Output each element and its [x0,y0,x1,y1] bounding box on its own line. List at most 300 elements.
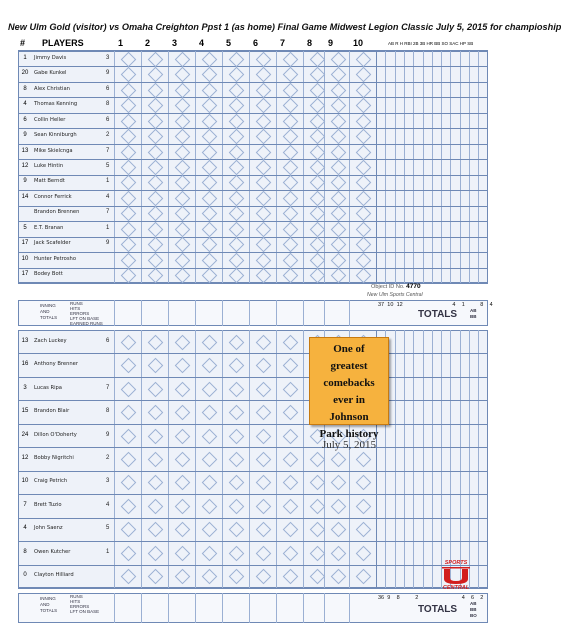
home-summary-stat: 9 [387,595,391,601]
base-diamond [282,268,298,284]
player-position: 4 [106,193,110,200]
base-diamond [174,522,190,538]
base-diamond [309,82,325,98]
base-diamond [255,522,271,538]
player-number: 24 [21,431,29,438]
base-diamond [255,144,271,160]
object-id-label: Object ID No. [371,284,405,290]
base-diamond [147,191,163,207]
base-diamond [282,452,298,468]
base-diamond [228,129,244,145]
visitor-totals-inning-column [349,300,350,326]
base-diamond [147,160,163,176]
player-position: 8 [106,101,110,108]
base-diamond [309,452,325,468]
visitor-lineup-row [18,82,488,98]
base-diamond [282,67,298,83]
base-diamond [147,522,163,538]
base-diamond [147,253,163,269]
base-diamond [282,253,298,269]
visitor-totals-inning-column [141,300,142,326]
base-diamond [201,499,217,515]
base-diamond [228,222,244,238]
visitor-lineup-row [18,113,488,129]
base-diamond [174,358,190,374]
base-diamond [174,405,190,421]
base-diamond [120,405,136,421]
base-diamond [282,160,298,176]
base-diamond [282,381,298,397]
player-position: 7 [106,147,110,154]
player-name: Brandon Brennen [34,209,80,216]
base-diamond [255,160,271,176]
base-diamond [174,475,190,491]
player-name: Matt Berndt [34,178,65,185]
base-diamond [228,381,244,397]
player-number: 8 [23,85,27,92]
base-diamond [330,98,346,114]
player-name: Alex Christian [34,85,70,92]
base-diamond [228,206,244,222]
visitor-lineup [18,51,488,283]
base-diamond [282,129,298,145]
player-position: 2 [106,132,110,139]
base-diamond [120,98,136,114]
base-diamond [330,51,346,67]
base-diamond [255,334,271,350]
number-column-header: # [20,38,26,48]
base-diamond [201,358,217,374]
home-totals-inning-column [195,593,196,623]
base-diamond [255,546,271,562]
home-lineup-row [18,424,488,448]
base-diamond [255,222,271,238]
visitor-summary-stat: 12 [396,302,403,308]
base-diamond [147,381,163,397]
player-position: 3 [106,54,110,61]
home-totals-inning-column [276,593,277,623]
visitor-totals-inning-column [222,300,223,326]
base-diamond [174,499,190,515]
player-number: 3 [23,384,27,391]
home-summary-stat: 36 [378,595,385,601]
base-diamond [228,569,244,585]
home-totals-sub-label: BO [470,613,477,618]
base-diamond [201,381,217,397]
base-diamond [355,144,371,160]
base-diamond [120,268,136,284]
base-diamond [147,129,163,145]
note-line-6: Park history [319,428,379,440]
visitor-lineup-row [18,175,488,191]
note-line-5: Johnson [329,411,369,423]
player-number: 9 [23,132,27,139]
player-name: Craig Petrich [34,478,68,485]
player-position: 7 [106,209,110,216]
player-number: 17 [21,271,29,278]
base-diamond [228,51,244,67]
base-diamond [330,253,346,269]
base-diamond [201,222,217,238]
player-position: 2 [106,454,110,461]
base-diamond [309,569,325,585]
base-diamond [282,546,298,562]
base-diamond [309,206,325,222]
base-diamond [309,268,325,284]
player-number: 0 [23,572,27,579]
base-diamond [147,452,163,468]
base-diamond [355,475,371,491]
player-number: 16 [21,361,29,368]
base-diamond [174,428,190,444]
base-diamond [355,206,371,222]
home-lineup-row [18,565,488,589]
visitor-summary-stat: 4 [489,302,493,308]
visitor-lineup-row [18,51,488,67]
home-lineup-row [18,330,488,354]
base-diamond [255,113,271,129]
player-number: 13 [21,147,29,154]
base-diamond [174,98,190,114]
inning-header-7: 7 [280,38,286,48]
base-diamond [147,222,163,238]
base-diamond [120,569,136,585]
home-totals-inning-column [114,593,115,623]
base-diamond [330,569,346,585]
home-totals-sub-label: AB [470,601,477,606]
base-diamond [201,334,217,350]
base-diamond [282,499,298,515]
player-name: Anthony Brenner [34,361,79,368]
player-name: Luke Hintin [34,162,64,169]
player-position: 5 [106,162,110,169]
player-name: Sean Kinniburgh [34,132,77,139]
home-summary-stat: 6 [471,595,475,601]
comeback-sticky-note [309,337,389,451]
base-diamond [255,358,271,374]
base-diamond [355,268,371,284]
visitor-totals-row-label: RUNS [70,301,83,306]
home-lineup-row [18,471,488,495]
visitor-totals-row-label: EARNED RUNS [70,321,103,326]
base-diamond [255,569,271,585]
player-position: 9 [106,240,110,247]
base-diamond [201,113,217,129]
base-diamond [201,206,217,222]
player-number: 5 [23,224,27,231]
base-diamond [174,268,190,284]
credit-line: New Ulm Sports Central [367,292,423,298]
home-totals-inning-column [141,593,142,623]
base-diamond [330,268,346,284]
base-diamond [355,191,371,207]
base-diamond [228,98,244,114]
visitor-summary-stat: 1 [461,302,465,308]
player-position: 7 [106,384,110,391]
base-diamond [147,82,163,98]
base-diamond [174,113,190,129]
base-diamond [147,175,163,191]
base-diamond [174,253,190,269]
visitor-lineup-row [18,159,488,175]
player-number: 12 [21,454,29,461]
player-number: 20 [21,70,29,77]
home-totals-label: TOTALS [40,608,58,613]
base-diamond [174,237,190,253]
base-diamond [330,191,346,207]
player-name: Hunter Petrosho [34,255,77,262]
base-diamond [147,98,163,114]
base-diamond [330,67,346,83]
base-diamond [282,475,298,491]
player-number: 13 [21,337,29,344]
visitor-totals [18,300,493,326]
base-diamond [120,144,136,160]
inning-header-3: 3 [172,38,178,48]
home-totals-inning-column [324,593,325,623]
logo-mark-icon [442,567,470,585]
player-position: 1 [106,178,110,185]
home-lineup-row [18,400,488,424]
base-diamond [174,381,190,397]
home-lineup-row [18,447,488,471]
visitor-totals-label: TOTALS [40,315,58,320]
base-diamond [120,129,136,145]
base-diamond [201,191,217,207]
base-diamond [228,67,244,83]
base-diamond [355,546,371,562]
home-summary-stat: 4 [461,595,465,601]
inning-header-1: 1 [118,38,124,48]
home-lineup-row [18,353,488,377]
base-diamond [355,499,371,515]
base-diamond [201,268,217,284]
visitor-totals-sub-label: AB [470,308,477,313]
player-number: 17 [21,240,29,247]
base-diamond [282,191,298,207]
base-diamond [355,452,371,468]
player-name: Connor Ferrick [34,193,72,200]
player-name: Brett Tuzio [34,501,62,508]
base-diamond [330,499,346,515]
base-diamond [355,129,371,145]
player-number: 10 [21,255,29,262]
base-diamond [120,113,136,129]
base-diamond [174,67,190,83]
base-diamond [174,160,190,176]
base-diamond [201,175,217,191]
visitor-totals-inning-column [324,300,325,326]
visitor-summary-stat: 37 [378,302,385,308]
player-name: Mike Skielcnga [34,147,73,154]
base-diamond [120,160,136,176]
inning-header-10: 10 [353,38,364,48]
base-diamond [174,452,190,468]
base-diamond [255,237,271,253]
base-diamond [282,175,298,191]
player-name: Lucas Ripa [34,384,62,391]
visitor-totals-label-word: TOTALS [418,309,458,320]
base-diamond [201,253,217,269]
base-diamond [282,98,298,114]
visitor-totals-inning-column [114,300,115,326]
base-diamond [147,268,163,284]
base-diamond [147,569,163,585]
note-line-2: greatest [330,360,368,372]
base-diamond [228,113,244,129]
base-diamond [147,546,163,562]
note-line-4: ever in [333,394,365,406]
base-diamond [228,253,244,269]
player-position: 6 [106,85,110,92]
object-id-value: 4770 [406,283,421,290]
base-diamond [309,51,325,67]
visitor-totals-inning-column [168,300,169,326]
base-diamond [330,475,346,491]
scorecard-title: New Ulm Gold (visitor) vs Omaha Creighton Ppst 1 (as home) Final Game Midwest Legion Classic July 5, 2015 for champioship [8,22,561,32]
visitor-lineup-row [18,268,488,284]
base-diamond [228,191,244,207]
base-diamond [255,51,271,67]
base-diamond [228,144,244,160]
player-number: 12 [21,162,29,169]
visitor-lineup-row [18,190,488,206]
base-diamond [355,82,371,98]
visitor-lineup-row [18,144,488,160]
base-diamond [147,237,163,253]
player-position: 3 [106,478,110,485]
base-diamond [228,268,244,284]
base-diamond [355,522,371,538]
base-diamond [255,98,271,114]
home-totals-inning-column [168,593,169,623]
base-diamond [120,522,136,538]
base-diamond [282,51,298,67]
base-diamond [201,475,217,491]
base-diamond [330,175,346,191]
base-diamond [120,253,136,269]
base-diamond [120,428,136,444]
base-diamond [330,452,346,468]
base-diamond [120,51,136,67]
home-totals-inning-column [249,593,250,623]
base-diamond [255,206,271,222]
base-diamond [201,428,217,444]
player-position: 9 [106,70,110,77]
home-summary-stat: 2 [415,595,419,601]
player-number: 8 [23,548,27,555]
base-diamond [330,222,346,238]
note-line-7: July 5, 2015 [321,439,377,451]
base-diamond [355,253,371,269]
player-name: Thomas Kenning [34,101,78,108]
note-line-1: One of [333,343,365,355]
base-diamond [309,144,325,160]
base-diamond [147,334,163,350]
note-line-3: comebacks [323,377,375,389]
base-diamond [228,475,244,491]
home-lineup-row [18,541,488,565]
base-diamond [355,98,371,114]
player-name: Clayton Hilliard [34,572,74,579]
base-diamond [147,499,163,515]
home-totals-label-word: TOTALS [418,604,458,615]
home-totals-row-label: LFT ON BASE [70,609,100,614]
base-diamond [228,358,244,374]
base-diamond [201,546,217,562]
visitor-lineup-row [18,237,488,253]
player-number: 4 [23,101,27,108]
inning-header-4: 4 [199,38,205,48]
base-diamond [355,569,371,585]
base-diamond [174,206,190,222]
base-diamond [309,129,325,145]
base-diamond [255,191,271,207]
home-totals-inning-column [303,593,304,623]
base-diamond [120,175,136,191]
base-diamond [282,82,298,98]
player-name: Collin Heller [34,116,66,123]
base-diamond [120,206,136,222]
home-totals-label: INNING [40,596,56,601]
player-position: 5 [106,525,110,532]
player-name: E.T. Branan [34,224,64,231]
player-position: 6 [106,337,110,344]
base-diamond [282,334,298,350]
base-diamond [282,144,298,160]
base-diamond [355,113,371,129]
player-name: Jimmy Davis [34,54,67,61]
player-number: 7 [23,501,27,508]
stat-columns-header: AB R H RBI 2B 3B HR BB SO SAC HP SB [388,41,474,46]
base-diamond [282,222,298,238]
base-diamond [255,405,271,421]
visitor-lineup-row [18,97,488,113]
home-lineup-row [18,518,488,542]
base-diamond [201,160,217,176]
base-diamond [255,452,271,468]
base-diamond [309,237,325,253]
base-diamond [228,405,244,421]
base-diamond [355,51,371,67]
home-totals-label: AND [40,602,50,607]
base-diamond [255,129,271,145]
base-diamond [174,222,190,238]
player-number: 4 [23,525,27,532]
base-diamond [309,546,325,562]
base-diamond [309,160,325,176]
base-diamond [120,546,136,562]
base-diamond [330,237,346,253]
base-diamond [120,475,136,491]
base-diamond [228,160,244,176]
visitor-totals-label: INNING [40,303,56,308]
base-diamond [282,405,298,421]
base-diamond [228,237,244,253]
base-diamond [309,253,325,269]
scorecard-header [18,38,488,51]
base-diamond [355,175,371,191]
base-diamond [201,98,217,114]
player-number: 9 [23,178,27,185]
player-name: Brandon Blair [34,408,70,415]
base-diamond [201,82,217,98]
base-diamond [147,475,163,491]
base-diamond [330,82,346,98]
base-diamond [147,144,163,160]
base-diamond [120,499,136,515]
home-summary-stat: 8 [396,595,400,601]
